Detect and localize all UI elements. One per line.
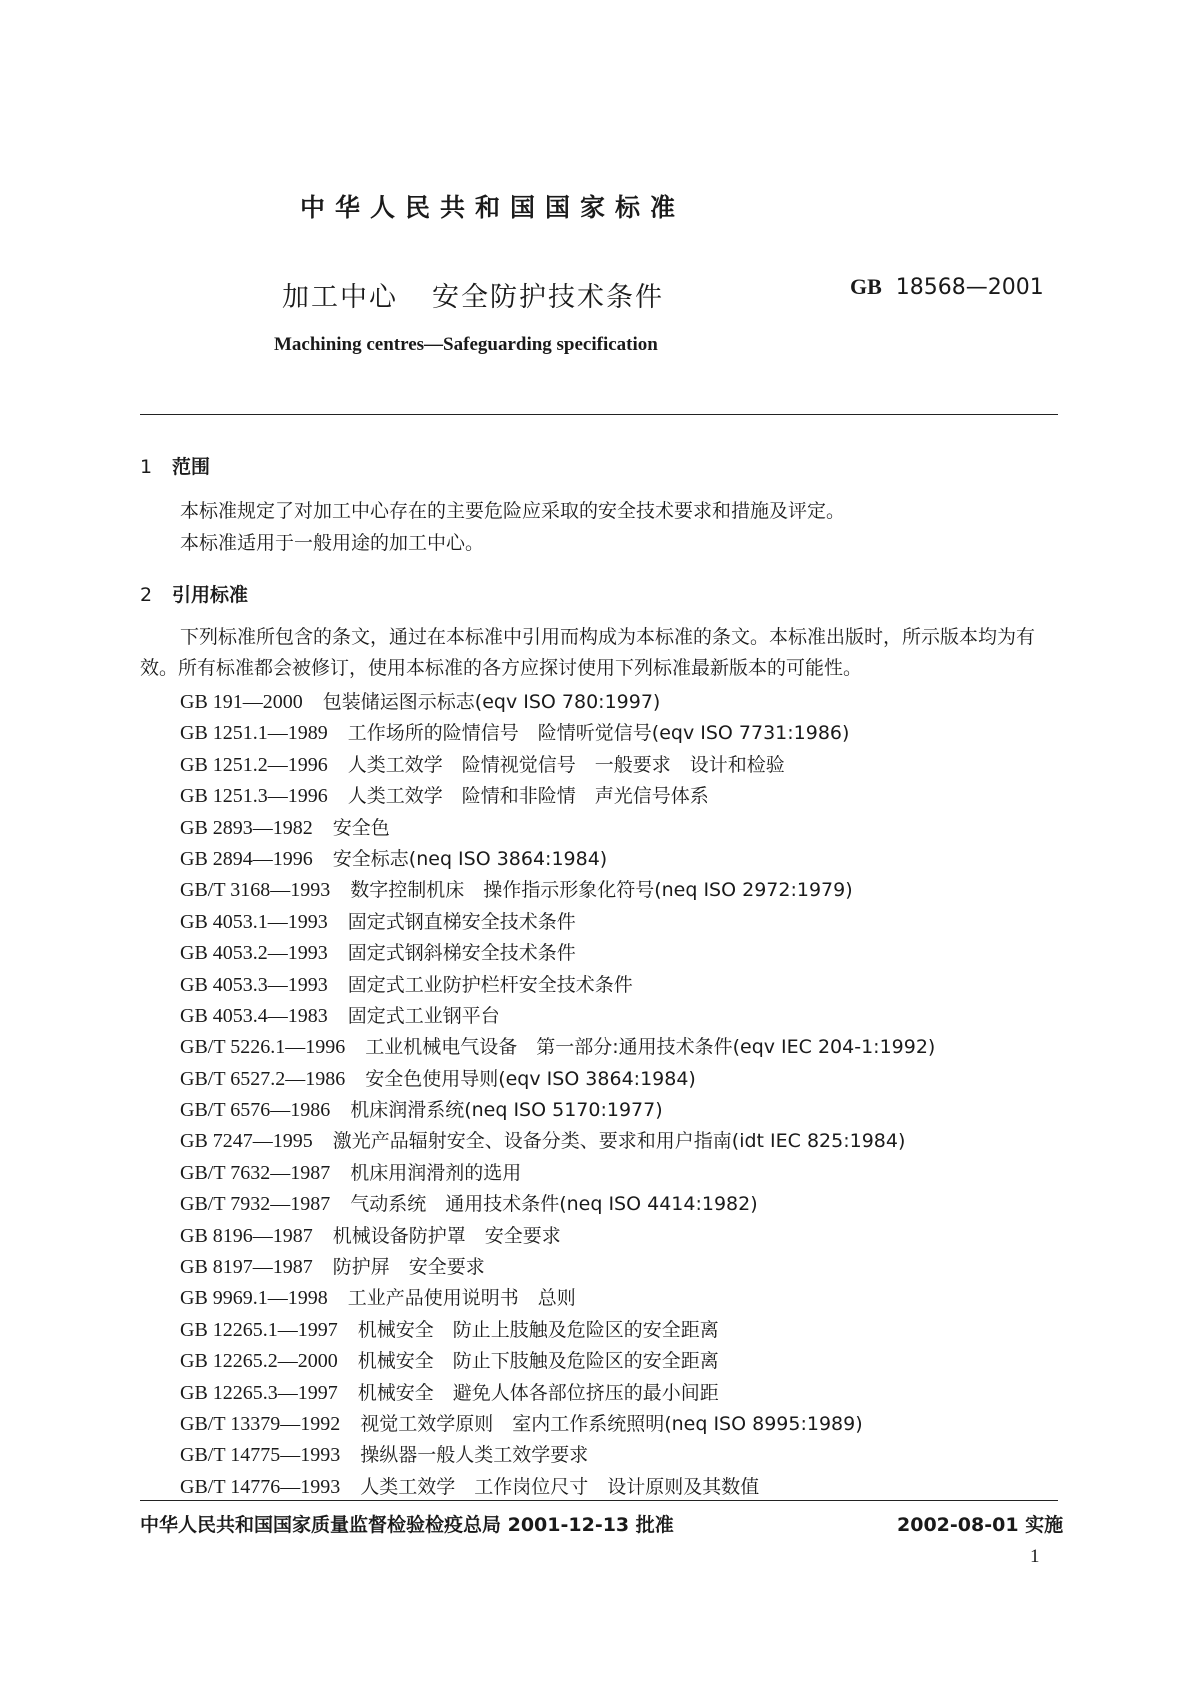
reference-item <box>180 1440 935 1471</box>
reference-title: 固定式钢直梯安全技术条件 <box>347 910 576 933</box>
reference-code: GB 1251.1—1989 <box>180 722 328 745</box>
reference-item <box>180 1252 935 1283</box>
reference-item <box>180 938 935 969</box>
national-standard-heading: 中华人民共和国国家标准 <box>300 193 686 222</box>
reference-title: 视觉工效学原则 室内工作系统照明(neq ISO 8995:1989) <box>360 1412 863 1435</box>
section-references-heading <box>140 580 248 607</box>
standard-prefix: GB <box>850 274 882 299</box>
reference-code: GB 4053.1—1993 <box>180 910 328 933</box>
scope-paragraph-2: 本标准适用于一般用途的加工中心。 <box>180 532 485 554</box>
approval-line: 中华人民共和国国家质量监督检验检疫总局 2001-12-13 批准 <box>140 1514 674 1536</box>
scope-paragraph-1: 本标准规定了对加工中心存在的主要危险应采取的安全技术要求和措施及评定。 <box>180 500 846 522</box>
reference-code: GB 4053.4—1983 <box>180 1004 328 1027</box>
reference-code: GB 8196—1987 <box>180 1224 313 1247</box>
document-title <box>282 275 664 314</box>
reference-code: GB 4053.3—1993 <box>180 973 328 996</box>
reference-title: 机床用润滑剂的选用 <box>350 1161 522 1184</box>
reference-title: 机械安全 防止下肢触及危险区的安全距离 <box>357 1350 719 1373</box>
reference-code: GB 2894—1996 <box>180 847 313 870</box>
reference-code: GB/T 13379—1992 <box>180 1412 341 1435</box>
section-title: 范围 <box>172 456 211 478</box>
reference-title: 机械安全 避免人体各部位挤压的最小间距 <box>357 1381 719 1404</box>
reference-title: 固定式工业钢平台 <box>347 1004 500 1027</box>
reference-code: GB/T 6527.2—1986 <box>180 1067 346 1090</box>
effective-date: 2002-08-01 实施 <box>897 1514 1064 1536</box>
reference-title: 安全色使用导则(eqv ISO 3864:1984) <box>365 1067 696 1090</box>
reference-item <box>180 750 935 781</box>
reference-code: GB 1251.2—1996 <box>180 753 328 776</box>
reference-list <box>180 687 935 1503</box>
reference-item <box>180 813 935 844</box>
standard-number <box>850 274 1044 300</box>
reference-code: GB/T 14775—1993 <box>180 1444 341 1467</box>
reference-item <box>180 1095 935 1126</box>
reference-title: 防护屏 安全要求 <box>332 1256 485 1279</box>
reference-item <box>180 1032 935 1063</box>
reference-item <box>180 1001 935 1032</box>
reference-code: GB 8197—1987 <box>180 1256 313 1279</box>
reference-code: GB/T 14776—1993 <box>180 1475 341 1498</box>
section-number: 1 <box>140 456 153 478</box>
reference-title: 固定式工业防护栏杆安全技术条件 <box>347 973 633 996</box>
reference-title: 激光产品辐射安全、设备分类、要求和用户指南(idt IEC 825:1984) <box>332 1130 906 1153</box>
references-intro: 下列标准所包含的条文，通过在本标准中引用而构成为本标准的条文。本标准出版时，所示版本均为有效。所有标准都会被修订，使用本标准的各方应探讨使用下列标准最新版本的可能性。 <box>140 626 1036 679</box>
reference-title: 工作场所的险情信号 险情听觉信号(eqv ISO 7731:1986) <box>347 722 850 745</box>
reference-code: GB 191—2000 <box>180 691 303 713</box>
reference-code: GB/T 6576—1986 <box>180 1099 331 1122</box>
reference-item <box>180 1221 935 1252</box>
reference-code: GB/T 7632—1987 <box>180 1161 331 1184</box>
reference-title: 人类工效学 险情视觉信号 一般要求 设计和检验 <box>347 753 785 776</box>
standard-code: 18568—2001 <box>895 275 1044 300</box>
title-part-2: 安全防护技术条件 <box>432 282 664 313</box>
reference-code: GB 9969.1—1998 <box>180 1287 328 1310</box>
reference-item <box>180 1189 935 1220</box>
reference-code: GB 2893—1982 <box>180 816 313 839</box>
footer-divider <box>140 1500 1058 1501</box>
reference-item <box>180 1409 935 1440</box>
reference-item <box>180 1346 935 1377</box>
reference-code: GB 4053.2—1993 <box>180 942 328 965</box>
reference-item <box>180 718 935 749</box>
title-part-1: 加工中心 <box>282 282 398 313</box>
page-number: 1 <box>1030 1546 1040 1567</box>
reference-code: GB 12265.2—2000 <box>180 1350 338 1373</box>
reference-title: 人类工效学 险情和非险情 声光信号体系 <box>347 785 709 808</box>
reference-item <box>180 1158 935 1189</box>
reference-code: GB/T 7932—1987 <box>180 1193 331 1216</box>
reference-code: GB 1251.3—1996 <box>180 785 328 808</box>
reference-code: GB 7247—1995 <box>180 1130 313 1153</box>
reference-title: 机械安全 防止上肢触及危险区的安全距离 <box>357 1318 719 1341</box>
reference-title: 安全标志(neq ISO 3864:1984) <box>332 847 608 870</box>
reference-item <box>180 781 935 812</box>
reference-title: 数字控制机床 操作指示形象化符号(neq ISO 2972:1979) <box>350 879 853 902</box>
reference-item <box>180 1315 935 1346</box>
reference-title: 包装储运图示标志(eqv ISO 780:1997) <box>322 691 661 713</box>
reference-title: 工业机械电气设备 第一部分:通用技术条件(eqv IEC 204-1:1992) <box>365 1036 936 1059</box>
reference-title: 工业产品使用说明书 总则 <box>347 1287 576 1310</box>
reference-title: 机械设备防护罩 安全要求 <box>332 1224 561 1247</box>
reference-item <box>180 1064 935 1095</box>
reference-title: 固定式钢斜梯安全技术条件 <box>347 942 576 965</box>
reference-code: GB/T 3168—1993 <box>180 879 331 902</box>
reference-item <box>180 1126 935 1157</box>
reference-item <box>180 907 935 938</box>
reference-code: GB/T 5226.1—1996 <box>180 1036 346 1059</box>
reference-code: GB 12265.3—1997 <box>180 1381 338 1404</box>
reference-item <box>180 1472 935 1503</box>
reference-title: 气动系统 通用技术条件(neq ISO 4414:1982) <box>350 1193 758 1216</box>
reference-item <box>180 1283 935 1314</box>
reference-title: 操纵器一般人类工效学要求 <box>360 1444 589 1467</box>
reference-item <box>180 875 935 906</box>
section-number: 2 <box>140 584 153 606</box>
reference-item <box>180 1378 935 1409</box>
section-title: 引用标准 <box>172 584 249 606</box>
reference-item <box>180 687 935 718</box>
header-divider <box>140 414 1058 415</box>
english-title: Machining centres—Safeguarding specification <box>274 334 658 355</box>
reference-title: 机床润滑系统(neq ISO 5170:1977) <box>350 1099 663 1122</box>
reference-title: 人类工效学 工作岗位尺寸 设计原则及其数值 <box>360 1475 760 1498</box>
reference-title: 安全色 <box>332 816 390 839</box>
reference-code: GB 12265.1—1997 <box>180 1318 338 1341</box>
section-scope-heading <box>140 452 210 479</box>
reference-item <box>180 970 935 1001</box>
reference-item <box>180 844 935 875</box>
